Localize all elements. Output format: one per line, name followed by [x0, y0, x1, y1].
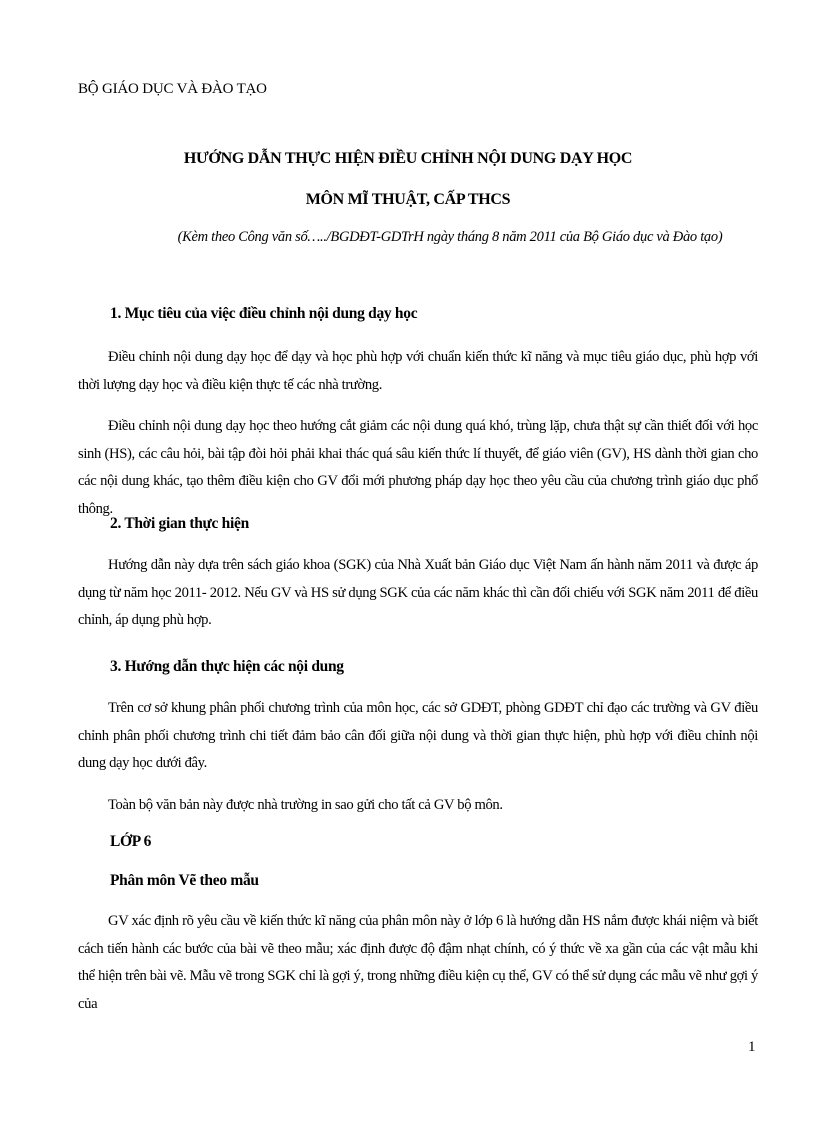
subject-subheading: Phân môn Vẽ theo mẫu [110, 872, 259, 889]
section1-heading: 1. Mục tiêu của việc điều chỉnh nội dung dạy học [110, 305, 418, 322]
section3-heading: 3. Hướng dẫn thực hiện các nội dung [110, 658, 344, 675]
section3-paragraph1: Trên cơ sở khung phân phối chương trình của môn học, các sở GDĐT, phòng GDĐT chỉ đạo các trường và GV điều chỉnh phân phối chương trình chi tiết đảm bảo cân đối giữa nội dung và thời gian thực hiện, phù hợp với điều chỉnh nội dung dạy học dưới đây. [78, 700, 758, 771]
document-title-line1: HƯỚNG DẪN THỰC HIỆN ĐIỀU CHỈNH NỘI DUNG DẠY HỌC [183, 150, 633, 167]
section2-paragraph1: Hướng dẫn này dựa trên sách giáo khoa (SGK) của Nhà Xuất bản Giáo dục Việt Nam ấn hành năm 2011 và được áp dụng từ năm học 2011- 2012. Nếu GV và HS sử dụng SGK của các năm khác thì cần đối chiếu với SGK năm 2011 để điều chỉnh, áp dụng phù hợp. [78, 557, 758, 628]
grade-heading: LỚP 6 [110, 833, 152, 850]
subject-paragraph1: GV xác định rõ yêu cầu về kiến thức kĩ năng của phân môn này ở lớp 6 là hướng dẫn HS nắm được khái niệm và biết cách tiến hành các bước của bài vẽ theo mẫu; xác định được độ đậm nhạt chính, có ý thức về xa gần của các vật mẫu khi thể hiện trên bài vẽ. Mẫu vẽ trong SGK chỉ là gợi ý, trong những điều kiện cụ thể, GV có thể sử dụng các mẫu vẽ như gợi ý của [78, 913, 758, 1012]
document-subtitle: (Kèm theo Công văn số…../BGDĐT-GDTrH ngày tháng 8 năm 2011 của Bộ Giáo dục và Đào tạo) [177, 229, 723, 245]
organization-name: BỘ GIÁO DỤC VÀ ĐÀO TẠO [78, 81, 267, 97]
section2-heading: 2. Thời gian thực hiện [110, 515, 249, 532]
section3-paragraph2: Toàn bộ văn bản này được nhà trường in sao gửi cho tất cả GV bộ môn. [108, 797, 503, 813]
section1-paragraph2: Điều chỉnh nội dung dạy học theo hướng cắt giảm các nội dung quá khó, trùng lặp, chưa thật sự cần thiết đối với học sinh (HS), các câu hỏi, bài tập đòi hỏi phải khai thác quá sâu kiến thức lí thuyết, để giáo viên (GV), HS dành thời gian cho các nội dung khác, tạo thêm điều kiện cho GV đổi mới phương pháp dạy học theo yêu cầu của chương trình giáo dục phổ thông. [78, 418, 758, 517]
section1-paragraph1: Điều chỉnh nội dung dạy học để dạy và học phù hợp với chuẩn kiến thức kĩ năng và mục tiêu giáo dục, phù hợp với thời lượng dạy học và điều kiện thực tế các nhà trường. [78, 349, 758, 393]
document-title-line2: MÔN MĨ THUẬT, CẤP THCS [305, 191, 511, 208]
page-number: 1 [748, 1039, 756, 1055]
